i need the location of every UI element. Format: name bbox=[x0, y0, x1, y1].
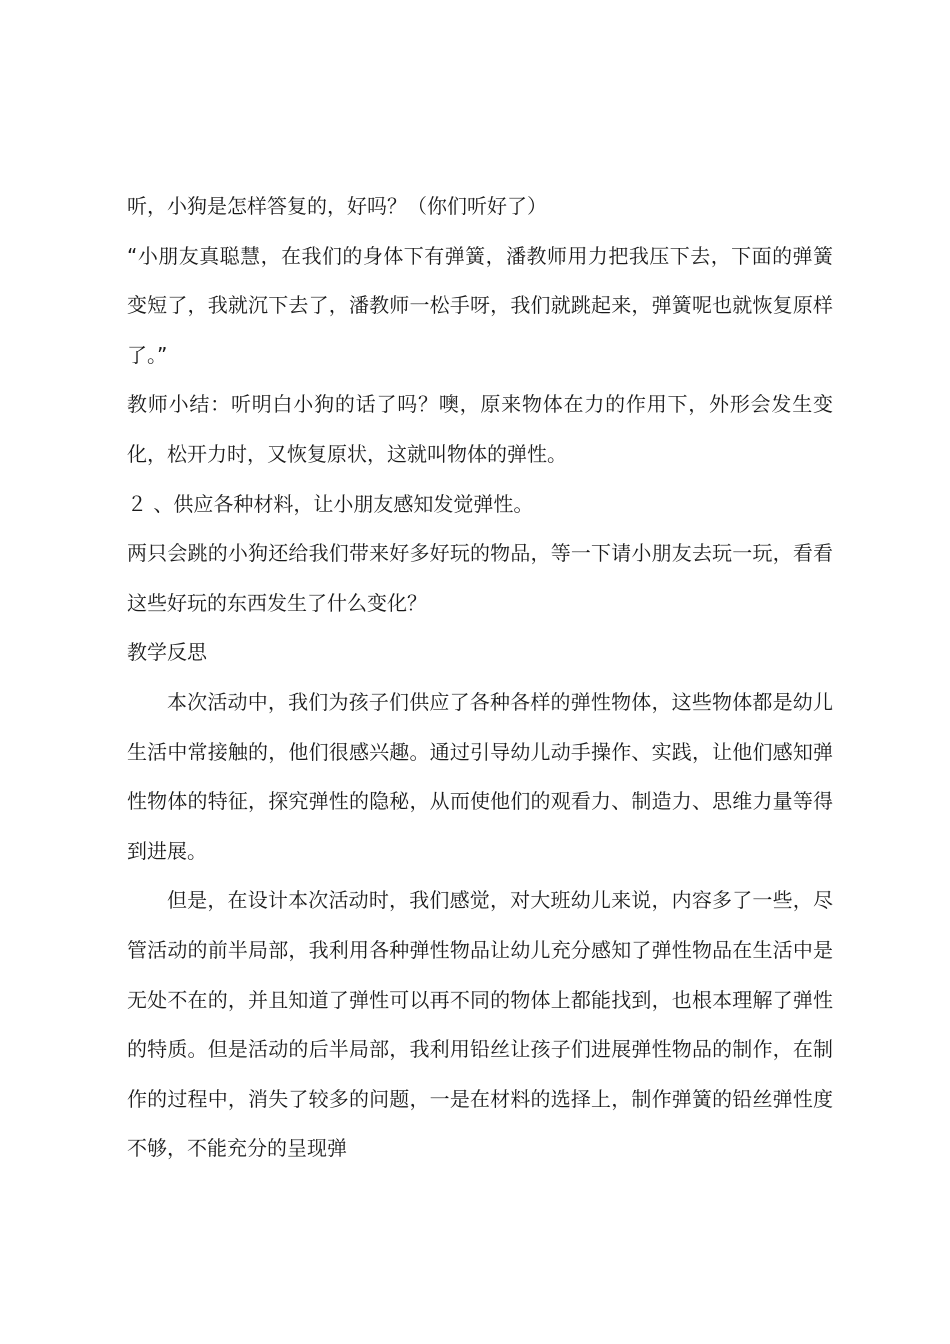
section-heading-reflection: 教学反思 bbox=[127, 640, 207, 665]
paragraph-reflection-1: 本次活动中，我们为孩子们供应了各种各样的弹性物体，这些物体都是幼儿生活中常接触的，他们很感兴趣。通过引导幼儿动手操作、实践，让他们感知弹性物体的特征，探究弹性的隐秘，从而使他们的观看力、制造力、思维力量等得到进展。 bbox=[127, 689, 833, 863]
paragraph-materials: 两只会跳的小狗还给我们带来好多好玩的物品，等一下请小朋友去玩一玩，看看这些好玩的东西发生了什么变化？ bbox=[127, 541, 833, 615]
paragraph-story-intro: 听，小狗是怎样答复的，好吗？（你们听好了） bbox=[127, 194, 547, 218]
paragraph-reflection-2: 但是，在设计本次活动时，我们感觉，对大班幼儿来说，内容多了一些，尽管活动的前半局部，我利用各种弹性物品让幼儿充分感知了弹性物品在生活中是无处不在的，并且知道了弹性可以再不同的物体上都能找到，也根本理解了弹性的特质。但是活动的后半局部，我利用铅丝让孩子们进展弹性物品的制作，在制作的过程中，消失了较多的问题，一是在材料的选择上，制作弹簧的铅丝弹性度不够，不能充分的呈现弹 bbox=[127, 888, 833, 1161]
paragraph-teacher-summary: 教师小结：听明白小狗的话了吗？噢，原来物体在力的作用下，外形会发生变化，松开力时，又恢复原状，这就叫物体的弹性。 bbox=[127, 392, 833, 466]
paragraph-dog-reply: “小朋友真聪慧，在我们的身体下有弹簧，潘教师用力把我压下去，下面的弹簧变短了，我就沉下去了，潘教师一松手呀，我们就跳起来，弹簧呢也就恢复原样了。” bbox=[127, 243, 833, 367]
body-text bbox=[127, 182, 833, 1174]
paragraph-step-2-heading: ２ 、供应各种材料，让小朋友感知发觉弹性。 bbox=[127, 491, 534, 516]
